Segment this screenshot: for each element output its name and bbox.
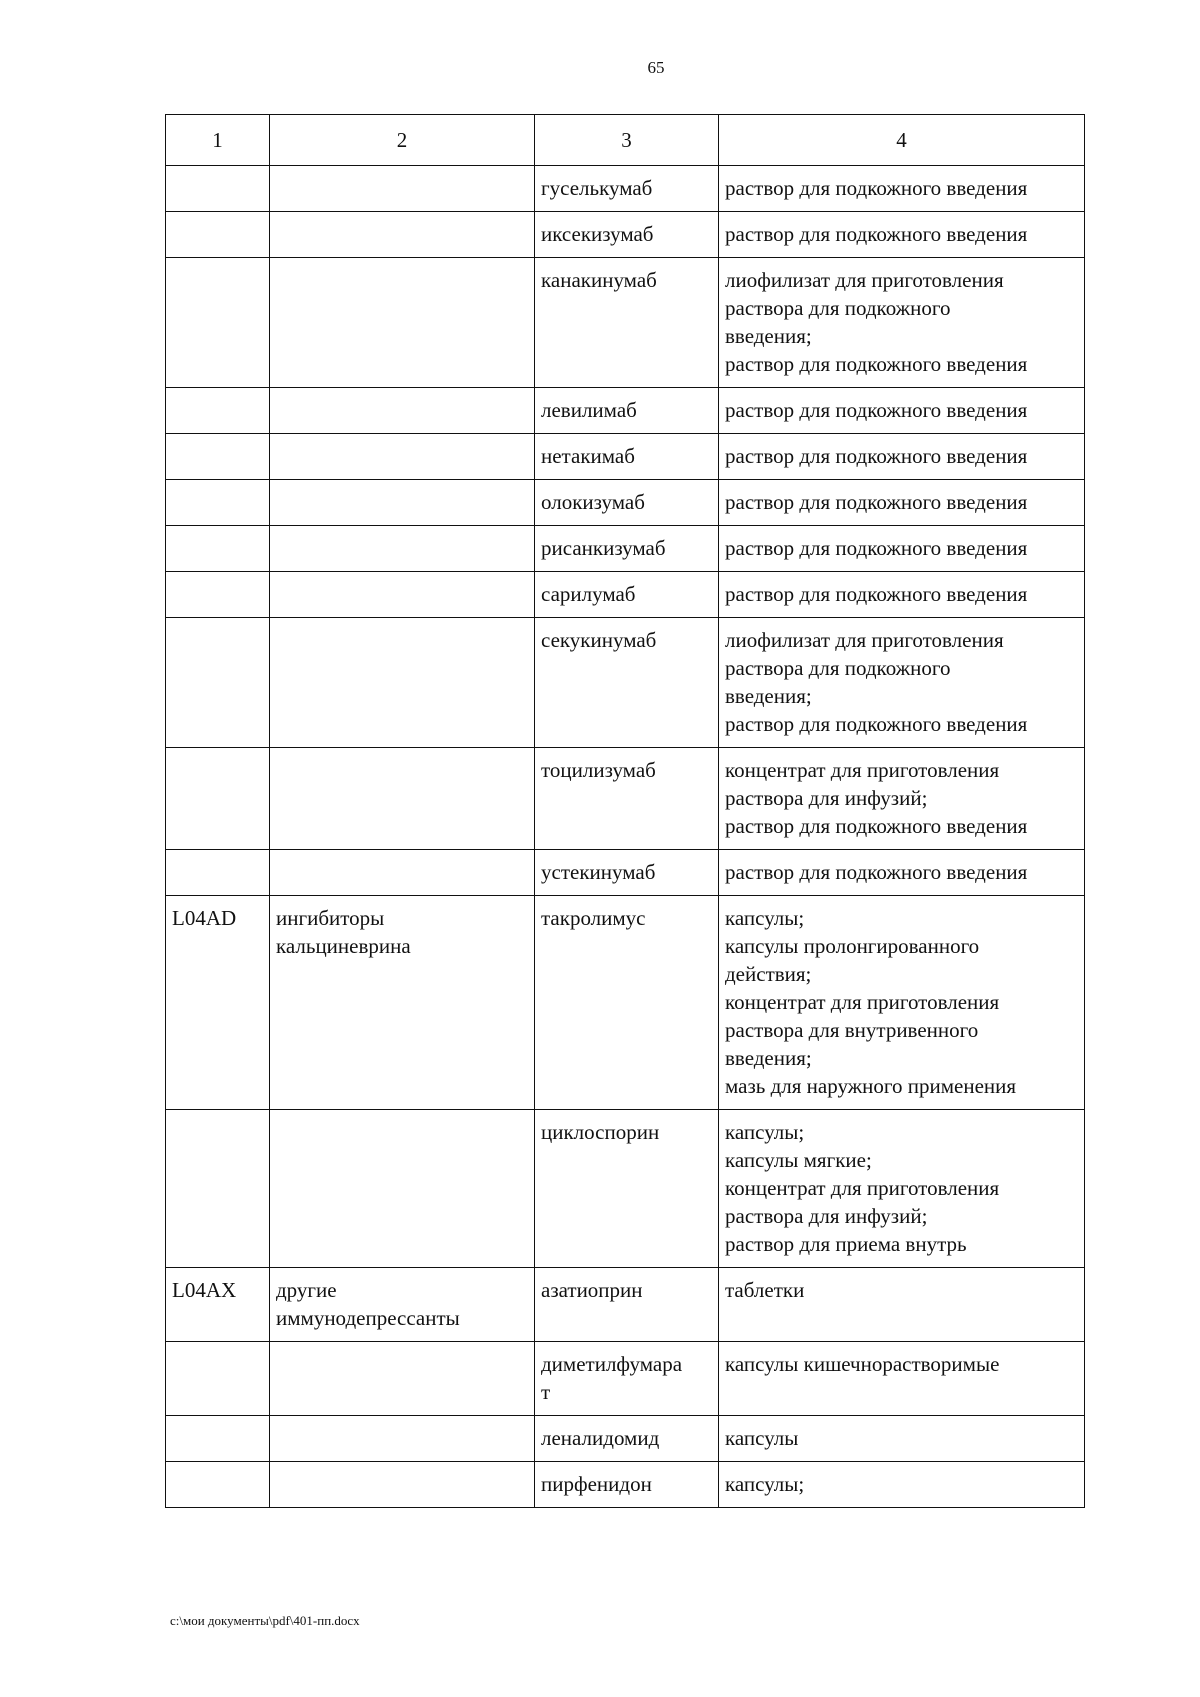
atc-code-cell [166,212,270,258]
group-name-cell [270,258,535,388]
dosage-form-cell: капсулы; капсулы пролонгированного действия; концентрат для приготовления раствора для внутривенного введения; мазь для наружного применения [719,896,1085,1110]
column-header-4: 4 [719,115,1085,166]
atc-code-cell [166,434,270,480]
group-name-cell [270,850,535,896]
table-row [166,1462,1085,1508]
table-row [166,572,1085,618]
group-name-cell [270,1462,535,1508]
table-row [166,850,1085,896]
table-row [166,434,1085,480]
atc-code-cell [166,572,270,618]
group-name-cell [270,526,535,572]
drug-name-cell: иксекизумаб [535,212,719,258]
atc-code-cell [166,526,270,572]
table-row [166,1416,1085,1462]
dosage-form-cell: раствор для подкожного введения [719,166,1085,212]
drug-name-cell: такролимус [535,896,719,1110]
group-name-cell [270,1416,535,1462]
drug-name-cell: сарилумаб [535,572,719,618]
dosage-form-cell: лиофилизат для приготовления раствора для подкожного введения; раствор для подкожного введения [719,618,1085,748]
dosage-form-cell: лиофилизат для приготовления раствора для подкожного введения; раствор для подкожного введения [719,258,1085,388]
atc-code-cell [166,1416,270,1462]
drug-name-cell: диметилфумара т [535,1342,719,1416]
column-header-3: 3 [535,115,719,166]
atc-code-cell [166,388,270,434]
table-row [166,480,1085,526]
group-name-cell [270,388,535,434]
table-row [166,166,1085,212]
table-row [166,618,1085,748]
atc-code-cell: L04AD [166,896,270,1110]
table-row [166,896,1085,1110]
drug-name-cell: левилимаб [535,388,719,434]
drug-name-cell: леналидомид [535,1416,719,1462]
column-header-1: 1 [166,115,270,166]
group-name-cell [270,748,535,850]
dosage-form-cell: капсулы; капсулы мягкие; концентрат для приготовления раствора для инфузий; раствор для приема внутрь [719,1110,1085,1268]
drug-name-cell: гуселькумаб [535,166,719,212]
atc-code-cell [166,748,270,850]
dosage-form-cell: раствор для подкожного введения [719,388,1085,434]
dosage-form-cell: таблетки [719,1268,1085,1342]
table-row [166,258,1085,388]
group-name-cell [270,1110,535,1268]
drug-name-cell: азатиоприн [535,1268,719,1342]
drug-name-cell: секукинумаб [535,618,719,748]
dosage-form-cell: раствор для подкожного введения [719,526,1085,572]
dosage-form-cell: капсулы кишечнорастворимые [719,1342,1085,1416]
group-name-cell [270,480,535,526]
dosage-form-cell: капсулы [719,1416,1085,1462]
table-body [166,166,1085,1508]
dosage-form-cell: раствор для подкожного введения [719,850,1085,896]
drug-name-cell: циклоспорин [535,1110,719,1268]
group-name-cell [270,166,535,212]
drug-table [165,114,1085,1508]
atc-code-cell: L04AX [166,1268,270,1342]
drug-name-cell: нетакимаб [535,434,719,480]
drug-name-cell: олокизумаб [535,480,719,526]
group-name-cell [270,618,535,748]
atc-code-cell [166,1342,270,1416]
footer-file-path: c:\мои документы\pdf\401-пп.docx [170,1613,360,1628]
atc-code-cell [166,480,270,526]
group-name-cell [270,572,535,618]
atc-code-cell [166,166,270,212]
drug-name-cell: канакинумаб [535,258,719,388]
group-name-cell [270,1342,535,1416]
group-name-cell: ингибиторы кальциневрина [270,896,535,1110]
atc-code-cell [166,258,270,388]
drug-name-cell: пирфенидон [535,1462,719,1508]
column-header-2: 2 [270,115,535,166]
dosage-form-cell: раствор для подкожного введения [719,572,1085,618]
dosage-form-cell: капсулы; [719,1462,1085,1508]
table-row [166,748,1085,850]
atc-code-cell [166,1110,270,1268]
table-row [166,388,1085,434]
group-name-cell: другие иммунодепрессанты [270,1268,535,1342]
table-row [166,526,1085,572]
atc-code-cell [166,618,270,748]
drug-name-cell: тоцилизумаб [535,748,719,850]
table-header-row [166,115,1085,166]
dosage-form-cell: раствор для подкожного введения [719,434,1085,480]
group-name-cell [270,212,535,258]
table-row [166,212,1085,258]
dosage-form-cell: концентрат для приготовления раствора для инфузий; раствор для подкожного введения [719,748,1085,850]
atc-code-cell [166,1462,270,1508]
dosage-form-cell: раствор для подкожного введения [719,480,1085,526]
table-row [166,1342,1085,1416]
group-name-cell [270,434,535,480]
drug-name-cell: устекинумаб [535,850,719,896]
table-row [166,1110,1085,1268]
page-number: 65 [647,58,665,77]
atc-code-cell [166,850,270,896]
dosage-form-cell: раствор для подкожного введения [719,212,1085,258]
table-row [166,1268,1085,1342]
drug-name-cell: рисанкизумаб [535,526,719,572]
